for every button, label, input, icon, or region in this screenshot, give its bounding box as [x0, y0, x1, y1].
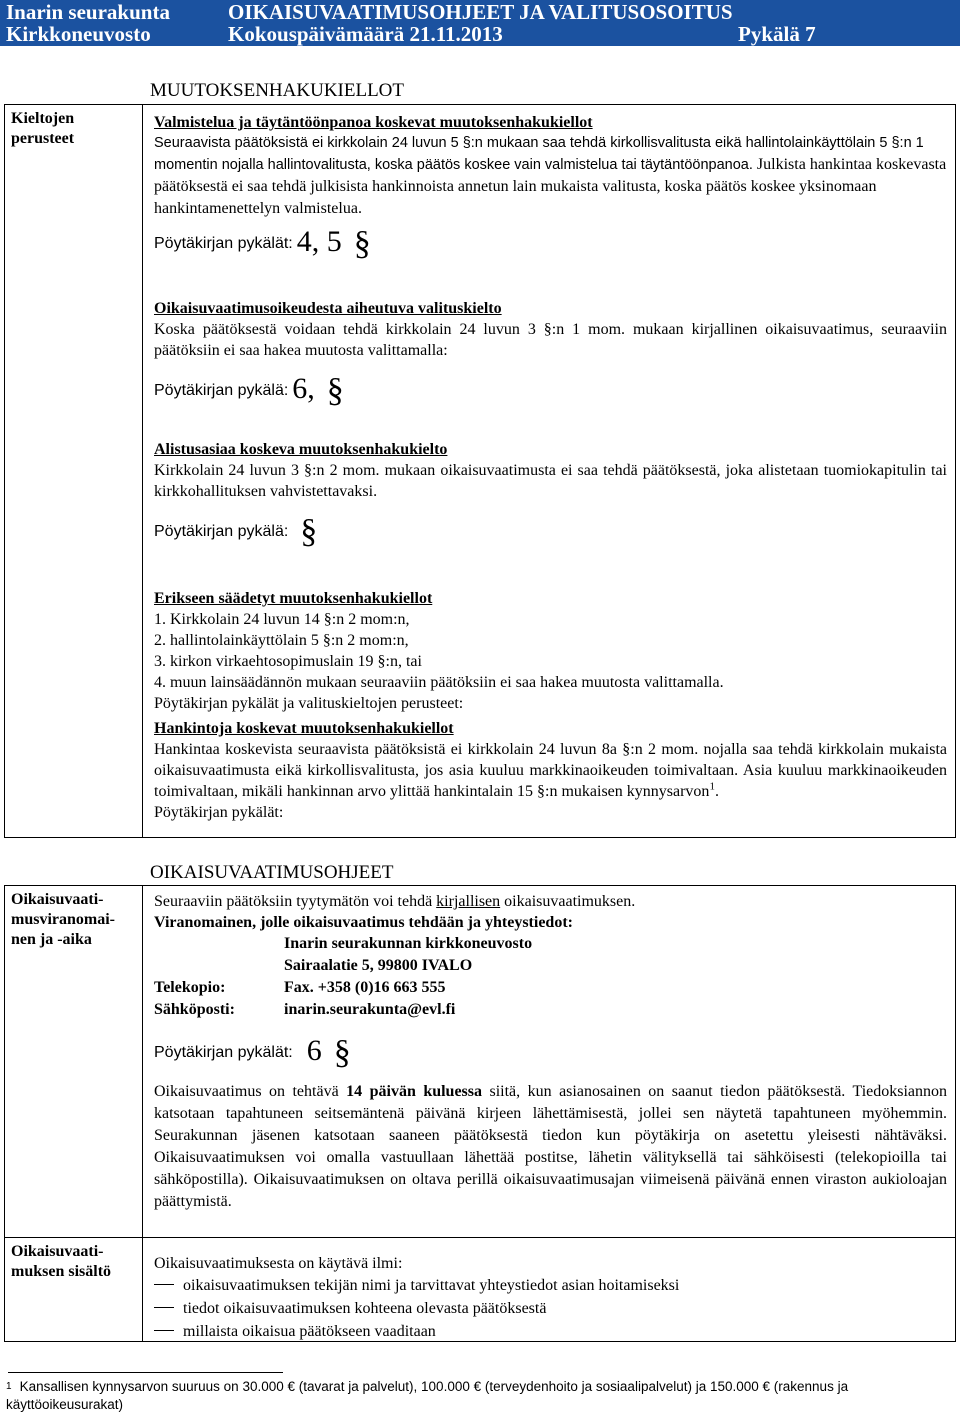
block-hankinnat: [154, 718, 955, 823]
authority-address: Sairaalatie 5, 99800 IVALO: [284, 957, 473, 974]
list-item: 2. hallintolainkäyttölain 5 §:n 2 mom:n,: [154, 632, 409, 649]
rectification-authority-panel: [142, 885, 956, 1238]
pk-numbers-2: 6,: [292, 372, 315, 405]
authority-heading: Viranomainen, jolle oikaisuvaatimus tehdään ja yhteystiedot:: [154, 914, 573, 931]
heading-hankinnat: Hankintoja koskevat muutoksenhakukiellot: [154, 720, 454, 737]
left-label-viranomainen-ja-aika: Oikaisuvaati-musviranomai-nen ja -aika: [4, 885, 143, 1238]
section-title-muutoksenhakukiellot: MUUTOKSENHAKUKIELLOT: [150, 80, 405, 101]
section-sign: §: [333, 1034, 351, 1071]
list-item: 1. Kirkkolain 24 luvun 14 §:n 2 mom:n,: [154, 611, 410, 628]
rectification-content-panel: [142, 1237, 956, 1342]
pk-line-1: Pöytäkirjan pykälät: 4, 5 §: [154, 225, 371, 262]
time-limit-text: Oikaisuvaatimus on tehtävä 14 päivän kuluessa siitä, kun asianosainen on saanut tiedon päätöksestä. Tiedoksiannon katsotaan tapahtuneen seitsemäntenä päivänä kirjeen lähettämisestä, jollei sen näytetä tapahtuneen myöhemmin. Seurakunnan jäsenen katsotaan saaneen päätöksestä tiedon kun pöytäkirja on asetettu yleisesti nähtäväksi. Oikaisuvaatimuksen voi omalla vastuullaan lähettää postitse, lähetin välityksellä tai sähköisesti (telekopioilla tai sähköpostilla). Oikaisuvaatimuksen on oltava perillä oikaisuvaatimusajan viimeisenä päivänä ennen viraston aukioloajan päättymistä.: [154, 1083, 948, 1210]
authority-name: Inarin seurakunnan kirkkoneuvosto: [284, 935, 533, 952]
list-item: millaista oikaisua päätökseen vaaditaan: [154, 1320, 955, 1343]
pk-line-3: Pöytäkirjan pykälä: §: [154, 513, 318, 550]
heading-valmistelu: Valmistelua ja täytäntöönpanoa koskevat muutoksenhakukiellot: [154, 114, 593, 131]
header-section: Pykälä 7: [738, 22, 816, 46]
fax-value: Fax. +358 (0)16 663 555: [284, 979, 446, 996]
text-valituskielto: Koska päätöksestä voidaan tehdä kirkkolain 24 luvun 3 §:n 1 mom. mukaan kirjallinen oikaisuvaatimus, seuraaviin päätöksiin ei saa hakea muutosta valittamalla:: [154, 321, 947, 359]
block-valmistelu: [154, 105, 955, 260]
pk-line-2: Pöytäkirjan pykälä: 6, §: [154, 372, 344, 409]
list-item: 4. muun lainsäädännön mukaan seuraaviin päätöksiin ei saa hakea muutosta valittamalla.: [154, 674, 724, 691]
header-org: Inarin seurakunta: [6, 0, 170, 24]
list-item: 3. kirkon virkaehtosopimuslain 19 §:n, tai: [154, 653, 422, 670]
pk-numbers-6: 6: [306, 1034, 322, 1067]
header-body: Kirkkoneuvosto: [6, 22, 151, 46]
list-item: tiedot oikaisuvaatimuksen kohteena olevasta päätöksestä: [154, 1297, 955, 1320]
header-title: OIKAISUVAATIMUSOHJEET JA VALITUSOSOITUS: [228, 0, 733, 24]
email-value[interactable]: inarin.seurakunta@evl.fi: [284, 1001, 456, 1018]
document-header: [0, 0, 960, 46]
section-sign: §: [326, 372, 344, 409]
fax-label: Telekopio:: [154, 979, 226, 996]
email-label: Sähköposti:: [154, 1001, 235, 1018]
pk-line-5: Pöytäkirjan pykälät:: [154, 804, 284, 821]
pk-numbers-1: 4, 5: [296, 225, 342, 258]
block-alistusasia: [154, 439, 955, 548]
footnote-text: Kansallisen kynnysarvon suuruus on 30.000 € (tavarat ja palvelut), 100.000 € (terveydenhoito ja sosiaalipalvelut) ja 150.000 € (rakennus ja käyttöoikeusurakat): [6, 1379, 849, 1412]
intro-text: Seuraaviin päätöksiin tyytymätön voi tehdä kirjallisen oikaisuvaatimuksen.: [154, 893, 636, 910]
section-title-oikaisuvaatimusohjeet: OIKAISUVAATIMUSOHJEET: [150, 862, 394, 883]
block-erikseen-saadetyt: [154, 588, 955, 714]
footnote-mark: 1: [6, 1381, 12, 1392]
prohibitions-panel: [142, 104, 956, 838]
pk-line-6: Pöytäkirjan pykälät: 6 §: [154, 1034, 351, 1071]
pk-line-4: Pöytäkirjan pykälät ja valituskieltojen perusteet:: [154, 695, 464, 712]
text-hankinnat: Hankintaa koskevista seuraavista päätöksistä ei kirkkolain 24 luvun 8a §:n 2 mom. nojalla saa tehdä kirkkolain mukaista oikaisuvaatimusta eikä kirkollisvalitusta, jos asia kuuluu markkinaoikeuden toimivaltaan. Asia kuuluu markkinaoikeuden toimivaltaan, mikäli hankinnan arvo ylittää hankintalain 15 §:n mukaisen kynnysarvon$^1$.: [154, 741, 947, 800]
section-sign: §: [300, 513, 318, 550]
block-oikaisuvaatimusoikeus: [154, 298, 955, 407]
footnote: [6, 1378, 956, 1414]
content-list: [154, 1274, 955, 1343]
heading-alistusasia: Alistusasiaa koskeva muutoksenhakukielto: [154, 441, 448, 458]
footnote-divider: [8, 1372, 283, 1373]
footnote-reference: 1: [709, 780, 715, 793]
text-alistusasia: Kirkkolain 24 luvun 3 §:n 2 mom. mukaan oikaisuvaatimusta ei saa tehdä päätöksestä, joka alistetaan tuomiokapitulin tai kirkkohallituksen vahvistettavaksi.: [154, 462, 947, 500]
heading-erikseen: Erikseen säädetyt muutoksenhakukiellot: [154, 590, 433, 607]
contact-table: [154, 933, 532, 1021]
text-valmistelu: Seuraavista päätöksistä ei kirkkolain 24 luvun 5 §:n mukaan saa tehdä kirkollisvalitusta eikä hallintolainkäyttölain 5 §:n 1 momentin nojalla hallintovalitusta, koska päätös koskee vain valmistelua tai täytäntöönpanoa. Julkista hankintaa koskevasta päätöksestä ei saa tehdä julkisista hankinnoista annetun lain mukaista valitusta, koska päätös koskee yksinomaan hankintamenettelyn valmistelua.: [154, 135, 947, 217]
left-label-sisalto: Oikaisuvaati-muksen sisältö: [4, 1237, 143, 1342]
list-item: oikaisuvaatimuksen tekijän nimi ja tarvittavat yhteystiedot asian hoitamiseksi: [154, 1274, 955, 1297]
left-label-kieltojen-perusteet: Kieltojen perusteet: [4, 104, 143, 838]
heading-valituskielto: Oikaisuvaatimusoikeudesta aiheutuva valituskielto: [154, 300, 502, 317]
section-sign: §: [353, 225, 371, 262]
header-date: Kokouspäivämäärä 21.11.2013: [228, 22, 503, 46]
content-intro: Oikaisuvaatimuksesta on käytävä ilmi:: [154, 1255, 403, 1272]
